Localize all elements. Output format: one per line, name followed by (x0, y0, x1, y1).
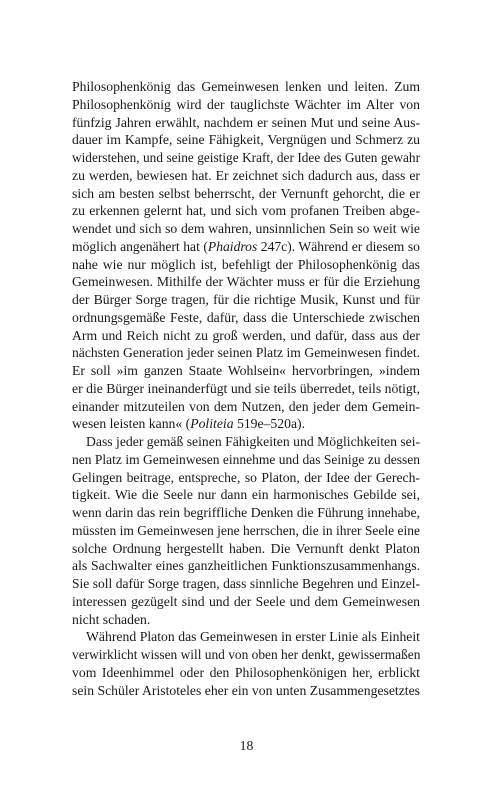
text-line: dauer im Kampfe, seine Fähigkeit, Vergnügen und Schmerz zu (72, 132, 420, 148)
text-line: wenn darin das rein begriffliche Denken die Führung innehabe, (72, 505, 420, 520)
text-line: Sie soll dafür Sorge tragen, dass sinnliche Begehren und Einzel- (72, 576, 420, 591)
text-line: zu erkennen gelernt hat, und sich vom profanen Treiben abge- (72, 203, 420, 219)
text-line: nicht schaden. (72, 611, 151, 627)
text-line: möglich angenähert hat (Phaidros 247c). Während er diesem so (72, 238, 420, 254)
text-line: Dass jeder gemäß seinen Fähigkeiten und Möglichkeiten sei- (86, 434, 421, 449)
text-line: Philosophenkönig das Gemeinwesen lenken und leiten. Zum (72, 79, 420, 94)
text-line: müssten im Gemeinwesen jene herrschen, die in ihrer Seele eine (72, 522, 420, 538)
text-line: nen Platz im Gemeinwesen einnehme und das Seinige zu dessen (72, 451, 420, 467)
text-line: tigkeit. Wie die Seele nur dann ein harmonisches Gebilde sei, (72, 487, 420, 503)
paragraph-3 (72, 628, 420, 699)
text-line: Gelingen beitrage, entspreche, so Platon, der Idee der Gerech- (72, 469, 420, 485)
text-line: verwirklicht wissen will und von oben her denkt, gewissermaßen (72, 647, 421, 662)
text-line: nahe wie nur möglich ist, befehligt der Philosophenkönig das (72, 256, 420, 272)
paragraph-2 (72, 433, 420, 628)
text-line: Er soll »im ganzen Staate Wohlsein« hervorbringen, »indem (72, 363, 420, 378)
text-line: als Sachwalter eines ganzheitlichen Funktionszusammenhangs. (72, 558, 420, 574)
text-line: widerstehen, und seine geistige Kraft, der Idee des Guten gewahr (72, 150, 420, 165)
text-line: Philosophenkönig wird der tauglichste Wächter im Alter von (72, 96, 420, 112)
text-line: interessen gezügelt sind und der Seele und dem Gemeinwesen (72, 593, 420, 609)
text-line: Während Platon das Gemeinwesen in erster Linie als Einheit (86, 629, 420, 645)
text-line: nächsten Generation jeder seinen Platz im Gemeinwesen findet. (72, 345, 420, 361)
text-line: wendet und sich so dem wahren, unsinnlichen Sein so weit wie (72, 221, 420, 236)
citation-title: Phaidros (207, 238, 258, 254)
paragraph-1 (72, 78, 420, 433)
text-body (72, 78, 420, 699)
text-line: solche Ordnung hergestellt haben. Die Vernunft denkt Platon (72, 540, 420, 556)
text-line: Arm und Reich nicht zu groß werden, und dafür, dass aus der (72, 327, 420, 343)
text-line: er die Bürger ineinanderfügt und sie teils überredet, teils nötigt, (72, 380, 420, 396)
text-line: einander mitzuteilen von dem Nutzen, den jeder dem Gemein- (72, 398, 420, 414)
text-line: der Bürger Sorge tragen, für die richtige Musik, Kunst und für (72, 292, 420, 307)
text-line: fünfzig Jahren erwählt, nachdem er seinen Mut und seine Aus- (72, 114, 420, 130)
page-number: 18 (239, 738, 254, 753)
citation-title: Politeia (190, 416, 234, 432)
text-line: vom Ideenhimmel oder den Philosophenkönigen her, erblickt (72, 664, 420, 680)
text-line: sein Schüler Aristoteles eher ein von unten Zusammengesetztes (72, 682, 420, 698)
text-line: zu werden, bewiesen hat. Er zeichnet sich dadurch aus, dass er (72, 167, 420, 183)
text-line: sich am besten selbst beherrscht, der Vernunft gehorcht, die er (72, 185, 420, 201)
text-line: Gemeinwesen. Mithilfe der Wächter muss er für die Erziehung (72, 274, 420, 290)
text-line: ordnungsgemäße Feste, dafür, dass die Unterschiede zwischen (72, 309, 420, 325)
text-line: wesen leisten kann« (Politeia 519e–520a). (72, 416, 306, 432)
